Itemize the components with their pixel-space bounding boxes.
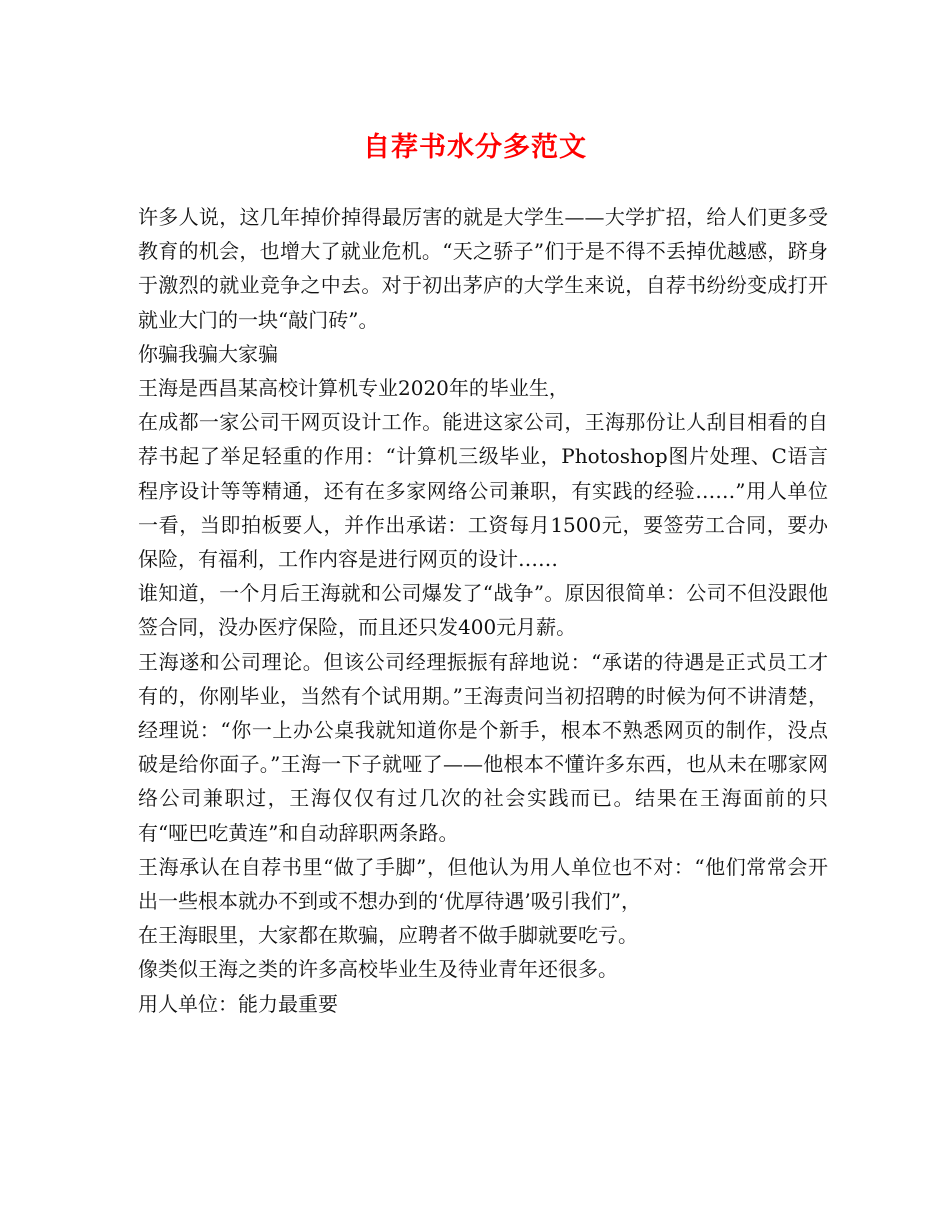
paragraph: 在王海眼里，大家都在欺骗，应聘者不做手脚就要吃亏。 xyxy=(138,923,638,948)
section-heading: 你骗我骗大家骗 xyxy=(138,341,278,366)
paragraph: 王海承认在自荐书里“做了手脚”，但他认为用人单位也不对：“他们常常会开出一些根本就办不到或不想办到的‘优厚待遇’吸引我们”， xyxy=(138,854,828,914)
document-title: 自荐书水分多范文 xyxy=(363,132,587,163)
document-body xyxy=(138,200,828,1021)
paragraph: 王海遂和公司理论。但该公司经理振振有辞地说：“承诺的待遇是正式员工才有的，你刚毕业，当然有个试用期。”王海责问当初招聘的时候为何不讲清楚，经理说：“你一上办公桌我就知道你是个新手，根本不熟悉网页的制作，没点破是给你面子。”王海一下子就哑了——他根本不懂许多东西，也从未在哪家网络公司兼职过，王海仅仅有过几次的社会实践而已。结果在王海面前的只有“哑巴吃黄连”和自动辞职两条路。 xyxy=(138,649,828,845)
paragraph: 在成都一家公司干网页设计工作。能进这家公司，王海那份让人刮目相看的自荐书起了举足轻重的作用：“计算机三级毕业，Photoshop图片处理、C语言程序设计等等精通，还有在多家网络公司兼职，有实践的经验……”用人单位一看，当即拍板要人，并作出承诺：工资每月1500元，要签劳工合同，要办保险，有福利，工作内容是进行网页的设计…… xyxy=(138,410,828,572)
paragraph: 像类似王海之类的许多高校毕业生及待业青年还很多。 xyxy=(138,957,618,982)
paragraph-intro: 许多人说，这几年掉价掉得最厉害的就是大学生——大学扩招，给人们更多受教育的机会，也增大了就业危机。“天之骄子”们于是不得不丢掉优越感，跻身于激烈的就业竞争之中去。对于初出茅庐的大学生来说，自荐书纷纷变成打开就业大门的一块“敲门砖”。 xyxy=(138,205,828,332)
paragraph: 谁知道，一个月后王海就和公司爆发了“战争”。原因很简单：公司不但没跟他签合同，没办医疗保险，而且还只发400元月薪。 xyxy=(138,581,828,640)
section-heading: 用人单位：能力最重要 xyxy=(138,991,338,1016)
paragraph: 王海是西昌某高校计算机专业2020年的毕业生， xyxy=(138,376,569,401)
